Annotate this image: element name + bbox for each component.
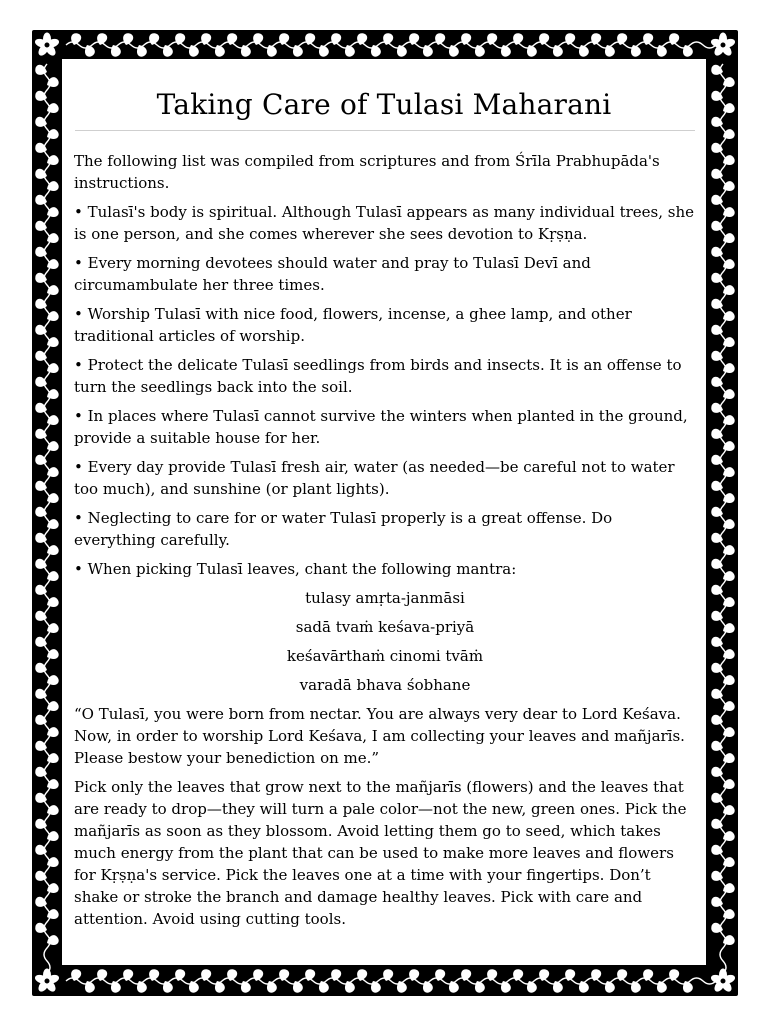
leaf-ornament [629,979,642,994]
leaf-ornament [485,968,498,983]
leaf-ornament [95,968,108,983]
bullet-picking-mantra: • When picking Tulasī leaves, chant the following mantra: [74,560,517,578]
leaf-ornament [485,32,498,47]
leaf-ornament [395,979,408,994]
leaf-ornament [161,43,174,58]
leaf-ornament [577,979,590,994]
mantra-line-3: keśavārthaṁ cinomi tvāṁ [286,647,484,665]
leaf-ornament [147,968,160,983]
title-divider [75,130,695,131]
bullet-neglect-offense: • Neglecting to care for or water Tulasī properly is a great offense. Do everything carefully. [74,509,613,549]
leaf-ornament [473,43,486,58]
mantra-translation: “O Tulasī, you were born from nectar. You are always very dear to Lord Keśava. Now, in order to worship Lord Keśava, I am collecting your leaves and mañjarīs. Please bestow your benediction on me.” [74,705,685,767]
leaf-ornament [83,43,96,58]
bullet-spiritual-body: • Tulasī's body is spiritual. Although Tulasī appears as many individual trees, she is one person, and she comes wherever she sees devotion to Kṛṣṇa. [74,203,694,243]
mantra-line-2: sadā tvaṁ keśava-priyā [295,618,475,636]
leaf-ornament [395,43,408,58]
bullet-protect-seedlings: • Protect the delicate Tulasī seedlings from birds and insects. It is an offense to turn the seedlings back into the soil. [74,356,682,396]
leaf-ornament [421,43,434,58]
leaf-ornament [251,32,264,47]
vine-stem [66,978,716,984]
leaf-ornament [355,968,368,983]
leaf-ornament [109,43,122,58]
leaf-ornament [499,43,512,58]
document-body [74,150,696,937]
leaf-ornament [291,979,304,994]
leaf-ornament [447,979,460,994]
leaf-ornament [381,32,394,47]
leaf-ornament [577,43,590,58]
leaf-ornament [525,43,538,58]
intro-paragraph: The following list was compiled from scriptures and from Śrīla Prabhupāda's instructions. [74,152,660,192]
leaf-ornament [329,968,342,983]
leaf-ornament [187,43,200,58]
leaf-ornament [187,979,200,994]
mantra-line-4: varadā bhava śobhane [299,676,471,694]
leaf-ornament [563,968,576,983]
leaf-ornament [459,968,472,983]
leaf-ornament [135,979,148,994]
leaf-ornament [603,43,616,58]
leaf-ornament [589,968,602,983]
picking-instructions: Pick only the leaves that grow next to the mañjarīs (flowers) and the leaves that are ready to drop—they will turn a pale color—not the new, green ones. Pick the mañjarīs as soon as they blossom. Avoid letting them go to seed, which takes much energy from the plant that can be used to make more leaves and flowers for Kṛṣṇa's service. Pick the leaves one at a time with your fingertips. Don’t shake or stroke the branch and damage healthy leaves. Pick with care and attention. Avoid using cutting tools. [74,778,687,928]
leaf-ornament [303,968,316,983]
leaf-ornament [615,968,628,983]
leaf-ornament [199,968,212,983]
leaf-ornament [147,32,160,47]
leaf-ornament [563,32,576,47]
leaf-ornament [109,979,122,994]
leaf-ornament [83,979,96,994]
leaf-ornament [551,979,564,994]
leaf-ornament [537,968,550,983]
leaf-ornament [681,43,694,58]
leaf-ornament [667,968,680,983]
leaf-ornament [407,32,420,47]
leaf-ornament [629,43,642,58]
corner-flower-center [720,42,726,48]
corner-flower-center [44,42,50,48]
leaf-ornament [265,43,278,58]
leaf-ornament [121,968,134,983]
leaf-ornament [407,968,420,983]
leaf-ornament [655,979,668,994]
leaf-ornament [343,43,356,58]
corner-flower-center [720,978,726,984]
leaf-ornament [667,32,680,47]
leaf-ornament [161,979,174,994]
bullet-morning-water: • Every morning devotees should water and pray to Tulasī Devī and circumambulate her three times. [74,254,591,294]
leaf-ornament [447,43,460,58]
leaf-ornament [615,32,628,47]
leaf-ornament [499,979,512,994]
leaf-ornament [511,32,524,47]
leaf-ornament [277,32,290,47]
leaf-ornament [369,43,382,58]
leaf-ornament [473,979,486,994]
leaf-ornament [421,979,434,994]
leaf-ornament [69,968,82,983]
leaf-ornament [537,32,550,47]
leaf-ornament [213,979,226,994]
leaf-ornament [343,979,356,994]
leaf-ornament [173,968,186,983]
vine-stem [66,42,716,48]
bullet-worship: • Worship Tulasī with nice food, flowers, incense, a ghee lamp, and other traditional articles of worship. [74,305,632,345]
leaf-ornament [317,979,330,994]
leaf-ornament [641,968,654,983]
corner-flower-center [44,978,50,984]
leaf-ornament [551,43,564,58]
leaf-ornament [265,979,278,994]
leaf-ornament [225,968,238,983]
page-title: Taking Care of Tulasi Maharani [156,88,612,121]
leaf-ornament [303,32,316,47]
leaf-ornament [199,32,212,47]
leaf-ornament [589,32,602,47]
leaf-ornament [681,979,694,994]
mantra-line-1: tulasy amṛta-janmāsi [305,589,465,607]
leaf-ornament [655,43,668,58]
leaf-ornament [251,968,264,983]
leaf-ornament [69,32,82,47]
leaf-ornament [641,32,654,47]
leaf-ornament [355,32,368,47]
leaf-ornament [329,32,342,47]
leaf-ornament [433,32,446,47]
leaf-ornament [433,968,446,983]
leaf-ornament [95,32,108,47]
bullet-daily-care: • Every day provide Tulasī fresh air, water (as needed—be careful not to water too much), and sunshine (or plant lights). [74,458,675,498]
leaf-ornament [603,979,616,994]
leaf-ornament [291,43,304,58]
leaf-ornament [239,43,252,58]
leaf-ornament [213,43,226,58]
leaf-ornament [459,32,472,47]
leaf-ornament [525,979,538,994]
leaf-ornament [511,968,524,983]
leaf-ornament [135,43,148,58]
bullet-winter-house: • In places where Tulasī cannot survive the winters when planted in the ground, provide a suitable house for her. [74,407,688,447]
leaf-ornament [369,979,382,994]
leaf-ornament [381,968,394,983]
leaf-ornament [277,968,290,983]
leaf-ornament [173,32,186,47]
leaf-ornament [121,32,134,47]
leaf-ornament [317,43,330,58]
leaf-ornament [239,979,252,994]
leaf-ornament [225,32,238,47]
